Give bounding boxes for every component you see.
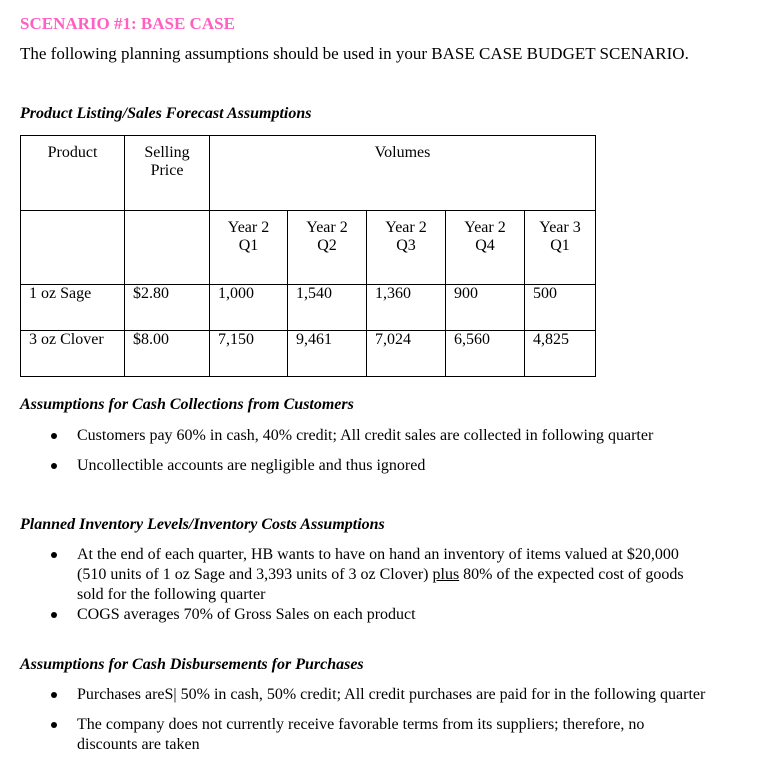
period-header: Year 2 Q3 [367, 211, 446, 285]
table-period-row [21, 211, 596, 285]
empty-cell [125, 211, 210, 285]
period-header: Year 2 Q2 [288, 211, 367, 285]
header-selling-price [125, 136, 210, 211]
intro-text: The following planning assumptions should be used in your BASE CASE BUDGET SCENARIO. [20, 44, 689, 63]
table-row [21, 285, 596, 331]
product-price: $8.00 [125, 331, 210, 377]
volume-cell: 9,461 [288, 331, 367, 377]
period-header: Year 2 Q1 [210, 211, 288, 285]
collections-heading: Assumptions for Cash Collections from Customers [20, 396, 354, 413]
volume-cell: 4,825 [525, 331, 596, 377]
product-name: 1 oz Sage [21, 285, 125, 331]
list-item: Uncollectible accounts are negligible and thus ignored [48, 456, 653, 476]
empty-cell [21, 211, 125, 285]
volume-cell: 1,360 [367, 285, 446, 331]
list-item [48, 715, 705, 755]
volume-cell: 500 [525, 285, 596, 331]
volume-cell: 1,000 [210, 285, 288, 331]
table-row [21, 331, 596, 377]
header-price-line1: Selling [144, 144, 190, 161]
collections-list [48, 426, 653, 476]
list-item: Customers pay 60% in cash, 40% credit; All credit sales are collected in following quarter [48, 426, 653, 446]
volume-cell: 7,024 [367, 331, 446, 377]
volume-cell: 1,540 [288, 285, 367, 331]
volume-cell: 900 [446, 285, 525, 331]
period-header: Year 3 Q1 [525, 211, 596, 285]
volume-cell: 7,150 [210, 331, 288, 377]
table-header-row [21, 136, 596, 211]
disbursement-line: discounts are taken [77, 736, 200, 753]
scenario-title: SCENARIO #1: BASE CASE [20, 14, 235, 33]
header-volumes: Volumes [210, 136, 596, 211]
product-name: 3 oz Clover [21, 331, 125, 377]
volume-cell: 6,560 [446, 331, 525, 377]
disbursements-heading: Assumptions for Cash Disbursements for Purchases [20, 656, 364, 673]
inventory-line: (510 units of 1 oz Sage and 3,393 units of 3 oz Clover) plus 80% of the expected cost of goods [77, 566, 684, 583]
list-item [48, 545, 684, 605]
disbursement-line: The company does not currently receive favorable terms from its suppliers; therefore, no [77, 716, 645, 733]
list-item: COGS averages 70% of Gross Sales on each product [48, 605, 684, 625]
header-product: Product [21, 136, 125, 211]
inventory-line: sold for the following quarter [77, 586, 266, 603]
product-price: $2.80 [125, 285, 210, 331]
header-price-line2: Price [150, 162, 184, 179]
product-forecast-heading: Product Listing/Sales Forecast Assumptions [20, 105, 312, 122]
list-item: Purchases areS| 50% in cash, 50% credit; All credit purchases are paid for in the following quarter [48, 685, 705, 705]
disbursements-list [48, 685, 705, 755]
sales-forecast-table [20, 135, 596, 377]
inventory-line: At the end of each quarter, HB wants to have on hand an inventory of items valued at $20,000 [77, 546, 679, 563]
period-header: Year 2 Q4 [446, 211, 525, 285]
inventory-heading: Planned Inventory Levels/Inventory Costs Assumptions [20, 516, 385, 533]
inventory-list [48, 545, 684, 625]
